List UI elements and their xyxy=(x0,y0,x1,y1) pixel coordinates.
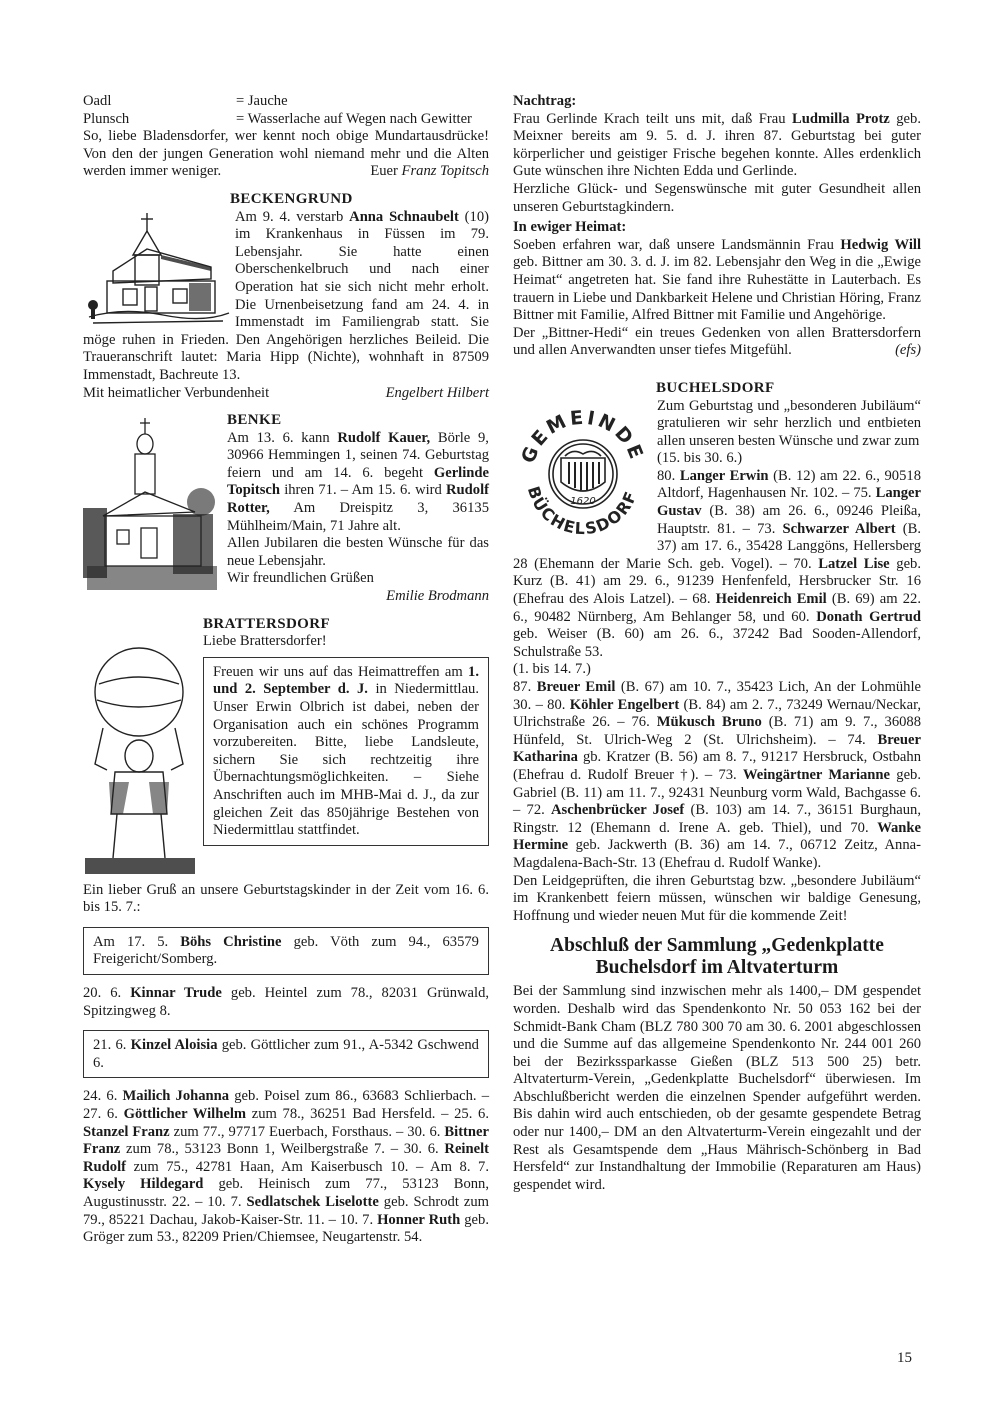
heimat-closing: Der „Bittner-Hedi“ ein treues Gedenken von allen Brattersdorfern und allen Anverwandten unser tiefes Mitgefühl. (efs) xyxy=(513,324,921,359)
person-name: Rudolf Rotter, xyxy=(227,482,489,517)
glossary-meaning: = Jauche xyxy=(236,93,288,109)
event-notice-box: Freuen wir uns auf das Heimattreffen am 1. und 2. September d. J. in Niedermittlau. Unser Erwin Olbrich ist dabei, neben der Organisation auch ein schönes Programm vorzubereiten. Bitte, liebe Landsleute, sichern Sie sich rechtzeitig ihre Übernachtungsmöglichkeiten. – Siehe Anschriften auch im MHB-Mai d. J., da zur gleichen Zeit das 850jährige Bestehen von Niedermittlau stattfindet. xyxy=(203,657,489,846)
dialect-glossary xyxy=(83,93,489,128)
salutation: Liebe Brattersdorfer! xyxy=(203,633,327,650)
section-benke xyxy=(83,412,489,606)
birthday-list: 87. Breuer Emil (B. 67) am 10. 7., 35423 Lich, An der Lohmühle 30. – 80. Köhler Engelbert (B. 84) am 2. 7., 73249 Wernau/Neckar, Ulrichstraße 26. – 76. Mükusch Bruno (B. 71) am 9. 7., 36088 Hünfeld, St. Ulrich-Weg 2 (St. Ulrichsheim). – 74. Breuer Katharina gb. Kratzer (B. 56) am 8. 7., 91217 Hersbruck, Ostbahn (Ehefrau d. Rudolf Breuer †). – 73. Weingärtner Marianne geb. Gabriel (B. 11) am 11. 7., 92431 Neunburg vorm Wald, Bachgasse 6. – 72. Aschenbrücker Josef (B. 103) am 14. 7., 36151 Burghaun, Ringstr. 12 (Ehemann d. Irene A. geb. Thiel), und 70. Wanke Hermine geb. Jackwerth (B. 36) am 14. 7., 06712 Zeitz, Anna-Magdalena-Bach-Str. 13 (Ehefrau d. Rudolf Wanke). xyxy=(513,679,922,871)
section-nachtrag xyxy=(513,93,921,216)
section-buchelsdorf xyxy=(513,380,921,925)
glossary-term: Oadl xyxy=(83,93,112,109)
sammlung-text: Bei der Sammlung sind inzwischen mehr als 1400,– DM gespendet worden. Deshalb wird das Spendenkonto Nr. 50 053 162 bei der Schmidt-Bank Cham (BLZ 780 300 70 am 30. 6. 2001 abgeschlossen und die Summe auf das allgemeine Spendenkonto Nr. 244 001 260 bei der Bezirkssparkasse Gießen (BLZ 513 500 25) betr. Altvaterturm-Verein, „Gedenkplatte Buchelsdorf“ überwiesen. Im Abschlußbericht werden die einzelnen Spender aufgeführt werden. Bis dahin wird auch entschieden, ob der gesamte gespendete Betrag oder nur 1400,– DM an den Altvaterturm-Verein eingezahlt und der Rest als Gesamtspende dem „Haus Mährisch-Schönberg in Bad Hersfeld“ zur Instandhaltung der Immobilie (Reparaturen am Haus) gespendet wird. xyxy=(513,983,921,1193)
person-name: Gerlinde xyxy=(433,464,489,481)
birthday-box-1: Am 17. 5. Böhs Christine geb. Vöth zum 94., 63579 Freigericht/Somberg. xyxy=(83,927,489,975)
buchelsdorf-closing: Den Leidgeprüften, die ihren Geburtstag bzw. „besondere Jubiläum“ im Krankenbett feiern müssen, wünschen wir baldige Genesung, Hoffnung und wieder neuen Mut für die kommende Zeit! xyxy=(513,872,921,924)
seal-top-text: GEMEINDE xyxy=(517,406,649,466)
section-heading: BRATTERSDORF xyxy=(203,615,331,632)
section-ewige-heimat xyxy=(513,219,921,360)
person-name: Rudolf Kauer, xyxy=(337,429,431,446)
birthday-box-2: 21. 6. Kinzel Aloisia geb. Göttlicher zum 91., A-5342 Gschwend 6. xyxy=(83,1030,489,1078)
birthday-list: 24. 6. Mailich Johanna geb. Poisel zum 86., 63683 Schlierbach. – 27. 6. Göttlicher Wilhelm zum 78., 36251 Bad Hersfeld. – 25. 6. Stanzel Franz zum 77., 97717 Euerbach, Forsthaus. – 30. 6. Bittner Franz zum 78., 53123 Bonn 1, Weilbergstraße 7. – 30. 6. Reinelt Rudolf zum 75., 42781 Haan, Am Kaiserbusch 10. – Am 8. 7. Kysely Hildegard geb. Heinisch zum 77., 53123 Bonn, Augustinusstr. 22. – 10. 7. Sedlatschek Liselotte geb. Schrodt zum 79., 85221 Dachau, Jakob-Kaiser-Str. 11. – 10. 7. Honner Ruth geb. Gröger zum 53., 82209 Prien/Chiemsee, Neugartenstr. 54. xyxy=(83,1088,489,1246)
section-heading: BENKE xyxy=(227,412,282,429)
section-beckengrund xyxy=(83,191,489,402)
section-brattersdorf xyxy=(83,616,489,1247)
section-sammlung xyxy=(513,935,921,1194)
section-heading: Nachtrag: xyxy=(513,93,577,109)
buchelsdorf-intro: Zum Geburtstag und „besonderen Jubiläum“ gratulieren wir sehr herzlich und entbieten allen unseren besten Wünsche und zwar zum xyxy=(657,397,921,449)
birthday-entry: 20. 6. Kinnar Trude geb. Heintel zum 78., 82031 Grünwald, Spitzingweg 8. xyxy=(83,985,490,1019)
signature: Emilie Brodmann xyxy=(386,588,489,605)
signature: (efs) xyxy=(895,342,921,359)
section-heading: BECKENGRUND xyxy=(230,190,353,207)
chapel-illustration xyxy=(83,209,231,331)
glossary-term: Plunsch xyxy=(83,110,130,127)
atlas-statue-illustration xyxy=(83,644,197,876)
person-name: Ludmilla Protz xyxy=(791,110,890,127)
municipal-seal-icon xyxy=(513,400,653,542)
birthday-greeting: Ein lieber Gruß an unsere Geburtstagskinder in der Zeit vom 16. 6. bis 15. 7.: xyxy=(83,881,489,916)
section-heading: BUCHELSDORF xyxy=(656,379,775,396)
event-date: 1. und 2. September d. J. xyxy=(213,663,479,698)
person-name: Topitsch xyxy=(227,482,280,499)
intro-text: So, liebe Bladensdorfer, wer kennt noch obige Mundartausdrücke! Von den der jungen Generation wohl niemand mehr und die Alten werden immer weniger. Euer Franz Topitsch xyxy=(83,128,489,180)
right-column xyxy=(513,93,921,1194)
seal-bottom-text: BÜCHELSDORF xyxy=(523,483,641,538)
seal-year: 1620 xyxy=(570,495,596,507)
person-name: Kinnar Trude xyxy=(130,985,222,1001)
beckengrund-signature-row xyxy=(83,385,489,403)
heimat-text: Soeben erfahren war, daß unsere Landsmännin Frau Hedwig Will geb. Bittner am 30. 3. d. J. im 82. Lebensjahr den Weg in die „Ewige Heimat“ angetreten hat. Sie fand ihre Ruhestätte in Lauterbach. Es trauern in Liebe und Dankbarkeit Helene und Christian Höring, Franz Bittner mit Familie, Alfred Bittner mit Familie und Angehörige. xyxy=(513,236,921,324)
closing-phrase: Mit heimatlicher Verbundenheit xyxy=(83,384,270,401)
left-column xyxy=(83,93,489,1247)
benke-wish: Allen Jubilaren die besten Wünsche für das neue Lebensjahr. xyxy=(227,535,489,569)
page-number: 15 xyxy=(897,1350,912,1366)
nachtrag-wishes: Herzliche Glück- und Segenswünsche mit guter Gesundheit allen unseren Geburtstagkindern. xyxy=(513,180,921,215)
person-name: Anna Schnaubelt xyxy=(349,208,459,225)
beckengrund-text: Am 9. 4. verstarb Anna Schnaubelt (10) im Krankenhaus in Füssen im 79. Lebensjahr. Sie hatte einen Oberschenkelbruch und nach einer Operation hat sie sich nicht mehr erholt. Die Urnenbeisetzung fand am 24. 4. in Immenstadt im Familiengrab statt. Sie möge ruhen in Frieden. Den Angehörigen herzliches Beileid. Die Traueranschrift lautet: Maria Hipp (Nichte), wohnhaft in 87509 Immenstadt, Bachreute 13. xyxy=(83,208,489,383)
person-name: Kinzel Aloisia xyxy=(130,1037,218,1054)
benke-text: Am 13. 6. kann Rudolf Kauer, Börle 9, 30966 Hemmingen 1, seinen 74. Geburtstag feiern und am 14. 6. begeht Gerlinde Topitsch ihren 71. – Am 15. 6. wird Rudolf Rotter, Am Dreispitz 3, 36135 Mühlheim/Main, 71 Jahre alt. xyxy=(227,429,489,534)
birthday-list: 80. Langer Erwin (B. 12) am 22. 6., 90518 Altdorf, Hagenhausen Nr. 102. – 75. Langer Gustav (B. 38) am 26. 6., 09246 Pleißa, Hauptstr. 81. – 73. Schwarzer Albert (B. 37) am 17. 6., 35428 Langgöns, Hellersberg 28 (Ehemann der Marie Sch. geb. Vogel). – 70. Latzel Lise geb. Kurz (B. 41) am 29. 6., 91239 Henfenfeld, Hersbrucker Str. 16 (Ehefrau des Alois Latzel). – 68. Heidenreich Emil (B. 69) am 22. 6., 90482 Nürnberg, Am Behlanger 58, und 60. Donath Gertrud geb. Weiser (B. 60) am 26. 6., 37242 Bad Sooden-Allendorf, Schulstraße 53. xyxy=(513,467,922,660)
nachtrag-text: Frau Gerlinde Krach teilt uns mit, daß Frau Ludmilla Protz geb. Meixner bereits am 9. 5. d. J. ihren 87. Geburtstag bei guter körperlicher und geistiger Frische begehen konnte. Alles erdenklich Gute wünschen ihre Nichten Edda und Gerlinde. xyxy=(513,110,921,180)
church-illustration xyxy=(83,416,221,594)
date-range: (1. bis 14. 7.) xyxy=(513,661,591,678)
section-heading: In ewiger Heimat: xyxy=(513,219,627,236)
person-name: Hedwig Will xyxy=(840,236,921,253)
date-range: (15. bis 30. 6.) xyxy=(657,450,743,467)
intro-signature: Franz Topitsch xyxy=(401,163,489,180)
benke-greeting: Wir freundlichen Grüßen xyxy=(227,570,374,587)
intro-sign-prefix: Euer xyxy=(370,163,398,180)
person-name: Böhs Christine xyxy=(180,933,282,950)
article-title: Abschluß der Sammlung „Gedenkplatte Buchelsdorf im Altvaterturm xyxy=(550,935,884,979)
signature: Engelbert Hilbert xyxy=(385,384,489,401)
glossary-meaning: = Wasserlache auf Wegen nach Gewitter xyxy=(236,110,472,127)
